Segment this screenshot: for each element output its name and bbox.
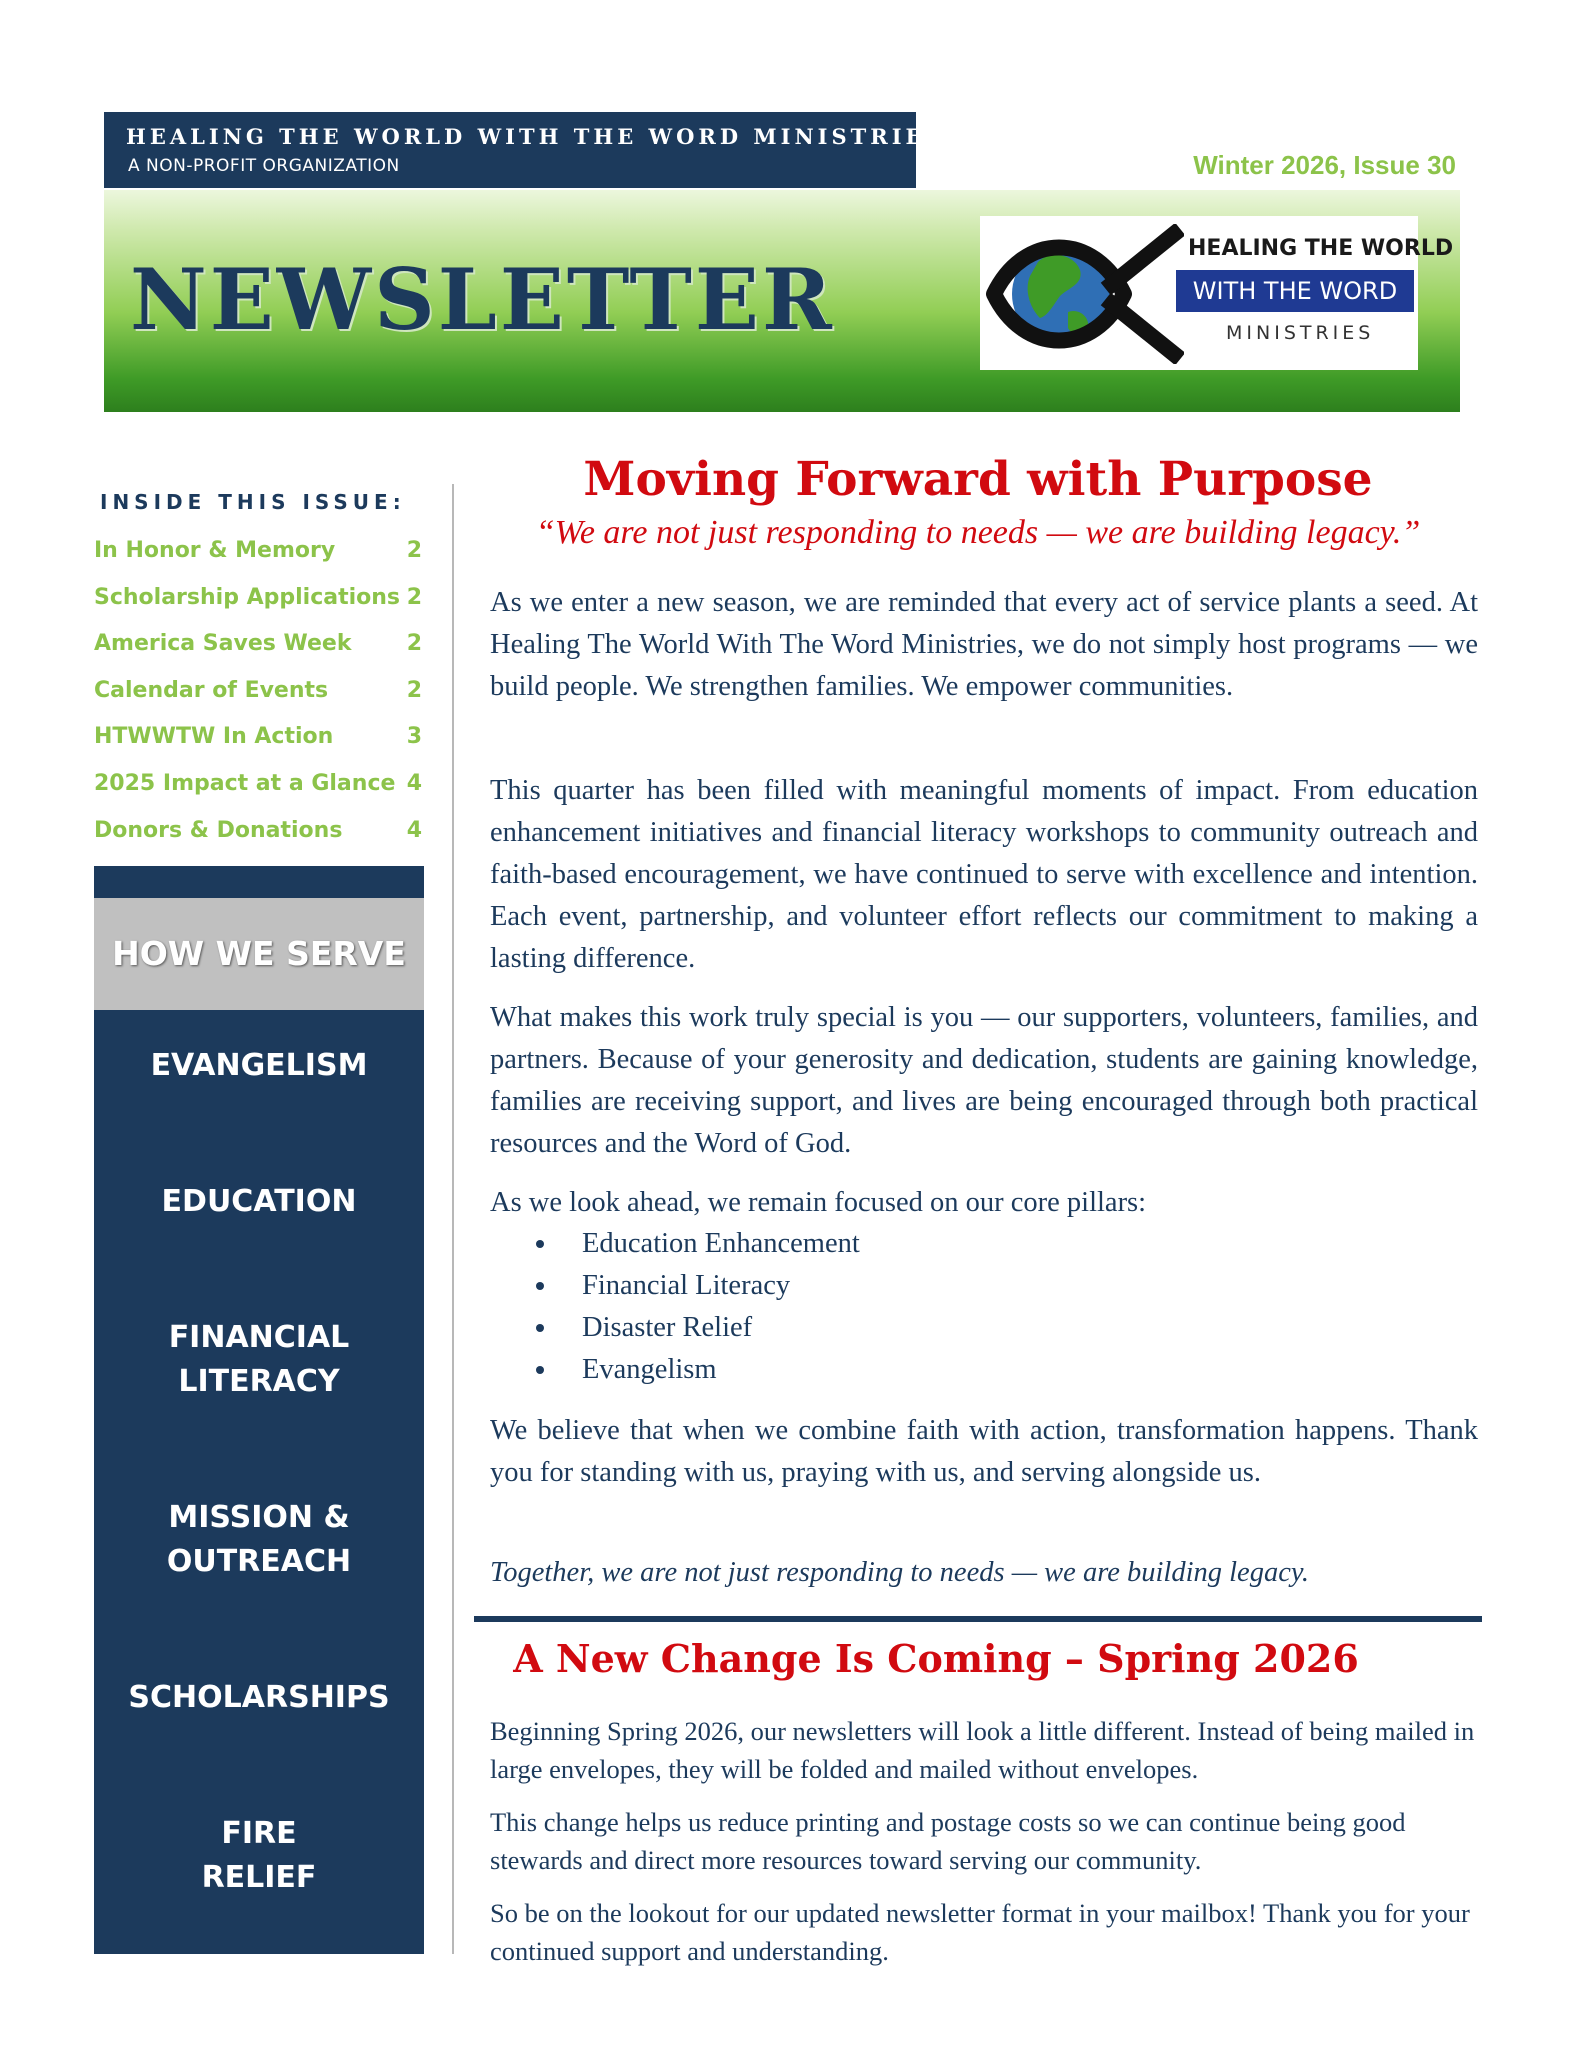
announcement-paragraph: So be on the lookout for our updated newsletter format in your mailbox! Thank you for your continued support and understanding. xyxy=(490,1898,1470,1966)
bullet-icon xyxy=(536,1366,544,1374)
toc-page: 2 xyxy=(406,538,422,563)
table-of-contents xyxy=(94,528,422,854)
section-divider xyxy=(474,1616,1482,1622)
article-paragraph: As we look ahead, we remain focused on our core pillars: xyxy=(490,1187,1147,1218)
pillar-label: Financial Literacy xyxy=(582,1270,791,1301)
org-banner xyxy=(104,112,945,188)
pillar-label: Disaster Relief xyxy=(582,1312,753,1343)
toc-page: 2 xyxy=(406,584,422,610)
toc-title: Calendar of Events xyxy=(94,677,329,703)
article-paragraph: As we enter a new season, we are reminded that every act of service plants a seed. At Healing The World With The Word Ministries, we do not simply host programs — we build people. We strengthen families. We empower communities. xyxy=(490,587,1478,702)
toc-item[interactable] xyxy=(94,621,422,668)
article-closing: Together, we are not just responding to needs — we are building legacy. xyxy=(490,1557,1310,1588)
serve-item-mission-outreach: MISSION & OUTREACH xyxy=(166,1500,352,1579)
pillar-label: Education Enhancement xyxy=(582,1228,860,1259)
toc-title: Scholarship Applications xyxy=(94,584,401,610)
org-name: HEALING THE WORLD WITH THE WORD MINISTRIES xyxy=(126,124,945,149)
toc-page: 2 xyxy=(406,677,422,703)
toc-title: 2025 Impact at a Glance xyxy=(94,770,396,796)
ministry-logo xyxy=(980,216,1454,370)
serve-item-evangelism: EVANGELISM xyxy=(150,1048,368,1083)
pillars-list xyxy=(528,1223,860,1391)
list-item xyxy=(528,1307,860,1349)
newsletter-title: NEWSLETTER xyxy=(130,250,835,349)
org-subtitle: A NON-PROFIT ORGANIZATION xyxy=(128,156,400,176)
issue-label: Winter 2026, Issue 30 xyxy=(1193,150,1456,180)
toc-item[interactable] xyxy=(94,761,422,808)
toc-title: HTWWTW In Action xyxy=(94,724,334,750)
logo-line-1: HEALING THE WORLD xyxy=(1188,236,1454,261)
how-we-serve-panel xyxy=(94,1010,424,1954)
article-title: Moving Forward with Purpose xyxy=(583,452,1373,507)
newsletter-banner xyxy=(104,190,1460,412)
toc-page: 4 xyxy=(406,817,422,843)
toc-page: 3 xyxy=(406,724,422,750)
list-item xyxy=(528,1223,860,1265)
bullet-icon xyxy=(536,1240,544,1248)
toc-item[interactable] xyxy=(94,668,422,715)
announcement-paragraph: Beginning Spring 2026, our newsletters will look a little different. Instead of being mailed in large envelopes, they will be folded and mailed without envelopes. xyxy=(490,1716,1475,1784)
toc-item[interactable] xyxy=(94,575,422,622)
toc-item[interactable] xyxy=(94,528,422,575)
announcement-paragraph: This change helps us reduce printing and postage costs so we can continue being good stewards and direct more resources toward serving our community. xyxy=(490,1807,1406,1875)
list-item xyxy=(528,1265,860,1307)
pillar-label: Evangelism xyxy=(582,1354,717,1385)
bullet-icon xyxy=(536,1324,544,1332)
toc-page: 4 xyxy=(406,770,422,796)
announcement-title: A New Change Is Coming – Spring 2026 xyxy=(513,1636,1359,1681)
article-paragraph: This quarter has been filled with meaningful moments of impact. From education enhancement initiatives and financial literacy workshops to community outreach and faith-based encouragement, we have continued to serve with excellence and intention. Each event, partnership, and volunteer effort reflects our commitment to making a lasting difference. xyxy=(490,775,1478,974)
column-divider xyxy=(452,484,454,1954)
toc-item[interactable] xyxy=(94,808,422,855)
inside-this-issue-heading: INSIDE THIS ISSUE: xyxy=(100,490,406,514)
toc-title: America Saves Week xyxy=(94,631,352,657)
list-item xyxy=(528,1349,860,1391)
how-we-serve-heading: HOW WE SERVE xyxy=(94,898,424,1010)
logo-line-3: MINISTRIES xyxy=(1226,322,1375,344)
article-paragraph: We believe that when we combine faith with action, transformation happens. Thank you for standing with us, praying with us, and serving alongside us. xyxy=(490,1415,1478,1488)
toc-item[interactable] xyxy=(94,714,422,761)
serve-item-scholarships: SCHOLARSHIPS xyxy=(128,1680,390,1715)
serve-item-education: EDUCATION xyxy=(161,1184,357,1219)
toc-title: In Honor & Memory xyxy=(94,538,336,563)
serve-item-financial-literacy: FINANCIAL LITERACY xyxy=(168,1320,350,1399)
article-paragraph: What makes this work truly special is you — our supporters, volunteers, families, and partners. Because of your generosity and dedication, students are gaining knowledge, families are receiving support, and lives are being encouraged through both practical resources and the Word of God. xyxy=(490,1002,1478,1159)
ichthys-globe-icon xyxy=(984,224,1184,364)
article-quote: “We are not just responding to needs — we are building legacy.” xyxy=(535,514,1421,551)
logo-line-2: WITH THE WORD xyxy=(1176,270,1414,312)
serve-panel-top-bar xyxy=(94,866,424,898)
serve-item-fire-relief: FIRE RELIEF xyxy=(201,1816,317,1895)
bullet-icon xyxy=(536,1282,544,1290)
toc-page: 2 xyxy=(406,631,422,657)
toc-title: Donors & Donations xyxy=(94,817,343,843)
